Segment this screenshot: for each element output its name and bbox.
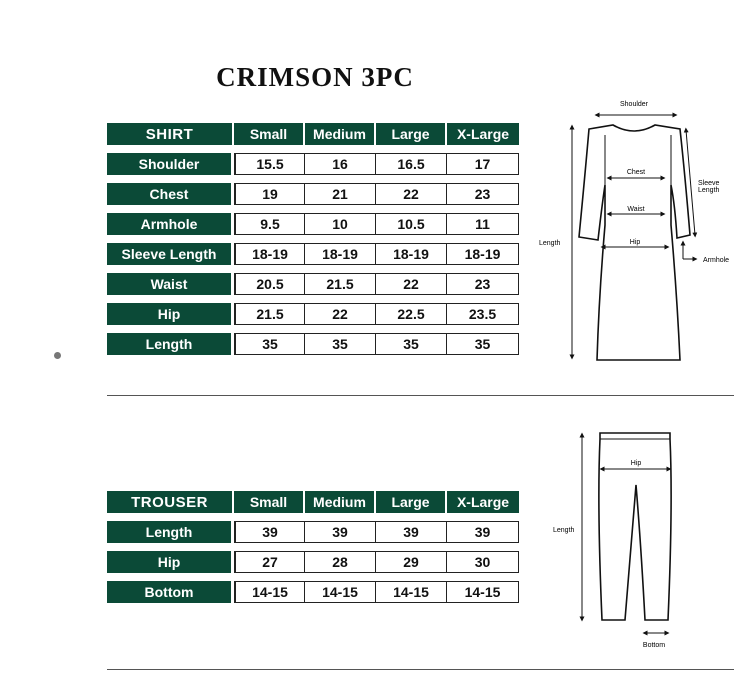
length-label: Length <box>539 240 561 247</box>
shirt-diagram <box>535 95 745 370</box>
section-divider <box>107 395 734 396</box>
table-cell: 39 <box>305 521 376 543</box>
row-label: Length <box>107 521 234 543</box>
table-cell: 39 <box>376 521 447 543</box>
table-cell: 30 <box>447 551 519 573</box>
table-row <box>107 243 519 265</box>
shirt-table-header <box>107 123 519 145</box>
table-header-cell: Medium <box>305 491 376 513</box>
table-row <box>107 183 519 205</box>
row-label: Shoulder <box>107 153 234 175</box>
table-cell: 18-19 <box>234 243 305 265</box>
table-row <box>107 581 519 603</box>
table-header-cell: Large <box>376 123 447 145</box>
length-label: Length <box>553 527 575 534</box>
table-cell: 21 <box>305 183 376 205</box>
row-label: Hip <box>107 303 234 325</box>
table-cell: 18-19 <box>447 243 519 265</box>
table-row <box>107 303 519 325</box>
table-cell: 11 <box>447 213 519 235</box>
row-label: Waist <box>107 273 234 295</box>
hip-label: Hip <box>629 239 641 246</box>
chest-label: Chest <box>626 169 646 176</box>
shoulder-label: Shoulder <box>619 101 649 108</box>
table-row <box>107 521 519 543</box>
table-cell: 35 <box>234 333 305 355</box>
table-cell: 18-19 <box>305 243 376 265</box>
table-cell: 23 <box>447 183 519 205</box>
table-header-cell: Small <box>234 123 305 145</box>
bullet-dot <box>54 352 61 359</box>
armhole-label: Armhole <box>703 257 730 264</box>
table-cell: 35 <box>447 333 519 355</box>
table-header-cell: Medium <box>305 123 376 145</box>
table-cell: 21.5 <box>305 273 376 295</box>
table-row <box>107 213 519 235</box>
table-cell: 18-19 <box>376 243 447 265</box>
table-cell: 10.5 <box>376 213 447 235</box>
table-row <box>107 551 519 573</box>
table-cell: 29 <box>376 551 447 573</box>
table-cell: 21.5 <box>234 303 305 325</box>
table-header-cell: X-Large <box>447 123 519 145</box>
table-row <box>107 333 519 355</box>
table-cell: 16.5 <box>376 153 447 175</box>
table-header-cell: Large <box>376 491 447 513</box>
row-label: Armhole <box>107 213 234 235</box>
table-cell: 35 <box>376 333 447 355</box>
hip-label: Hip <box>630 460 642 467</box>
row-label: Sleeve Length <box>107 243 234 265</box>
table-cell: 22.5 <box>376 303 447 325</box>
table-cell: 23 <box>447 273 519 295</box>
table-cell: 14-15 <box>305 581 376 603</box>
table-row <box>107 153 519 175</box>
table-cell: 39 <box>447 521 519 543</box>
row-label: Length <box>107 333 234 355</box>
table-row <box>107 273 519 295</box>
row-label: Chest <box>107 183 234 205</box>
table-header-cell: Small <box>234 491 305 513</box>
table-cell: 9.5 <box>234 213 305 235</box>
page-title: CRIMSON 3PC <box>216 62 414 92</box>
table-cell: 14-15 <box>234 581 305 603</box>
table-cell: 27 <box>234 551 305 573</box>
table-header-cell: SHIRT <box>107 123 234 145</box>
trouser-size-table <box>107 483 519 611</box>
table-cell: 20.5 <box>234 273 305 295</box>
table-cell: 23.5 <box>447 303 519 325</box>
table-cell: 19 <box>234 183 305 205</box>
sleeve-length-label: Length <box>698 187 720 194</box>
table-cell: 17 <box>447 153 519 175</box>
table-cell: 22 <box>376 273 447 295</box>
table-cell: 14-15 <box>376 581 447 603</box>
table-cell: 10 <box>305 213 376 235</box>
trouser-table-header <box>107 491 519 513</box>
shirt-size-table <box>107 115 519 363</box>
table-cell: 22 <box>305 303 376 325</box>
bottom-label: Bottom <box>642 642 666 649</box>
table-header-cell: X-Large <box>447 491 519 513</box>
row-label: Bottom <box>107 581 234 603</box>
sleeve-length-label: Sleeve <box>698 180 720 187</box>
table-cell: 22 <box>376 183 447 205</box>
table-cell: 16 <box>305 153 376 175</box>
table-cell: 14-15 <box>447 581 519 603</box>
trouser-diagram <box>545 425 695 655</box>
waist-label: Waist <box>627 206 645 213</box>
table-cell: 15.5 <box>234 153 305 175</box>
table-cell: 28 <box>305 551 376 573</box>
section-divider <box>107 669 734 670</box>
table-header-cell: TROUSER <box>107 491 234 513</box>
table-cell: 39 <box>234 521 305 543</box>
table-cell: 35 <box>305 333 376 355</box>
row-label: Hip <box>107 551 234 573</box>
